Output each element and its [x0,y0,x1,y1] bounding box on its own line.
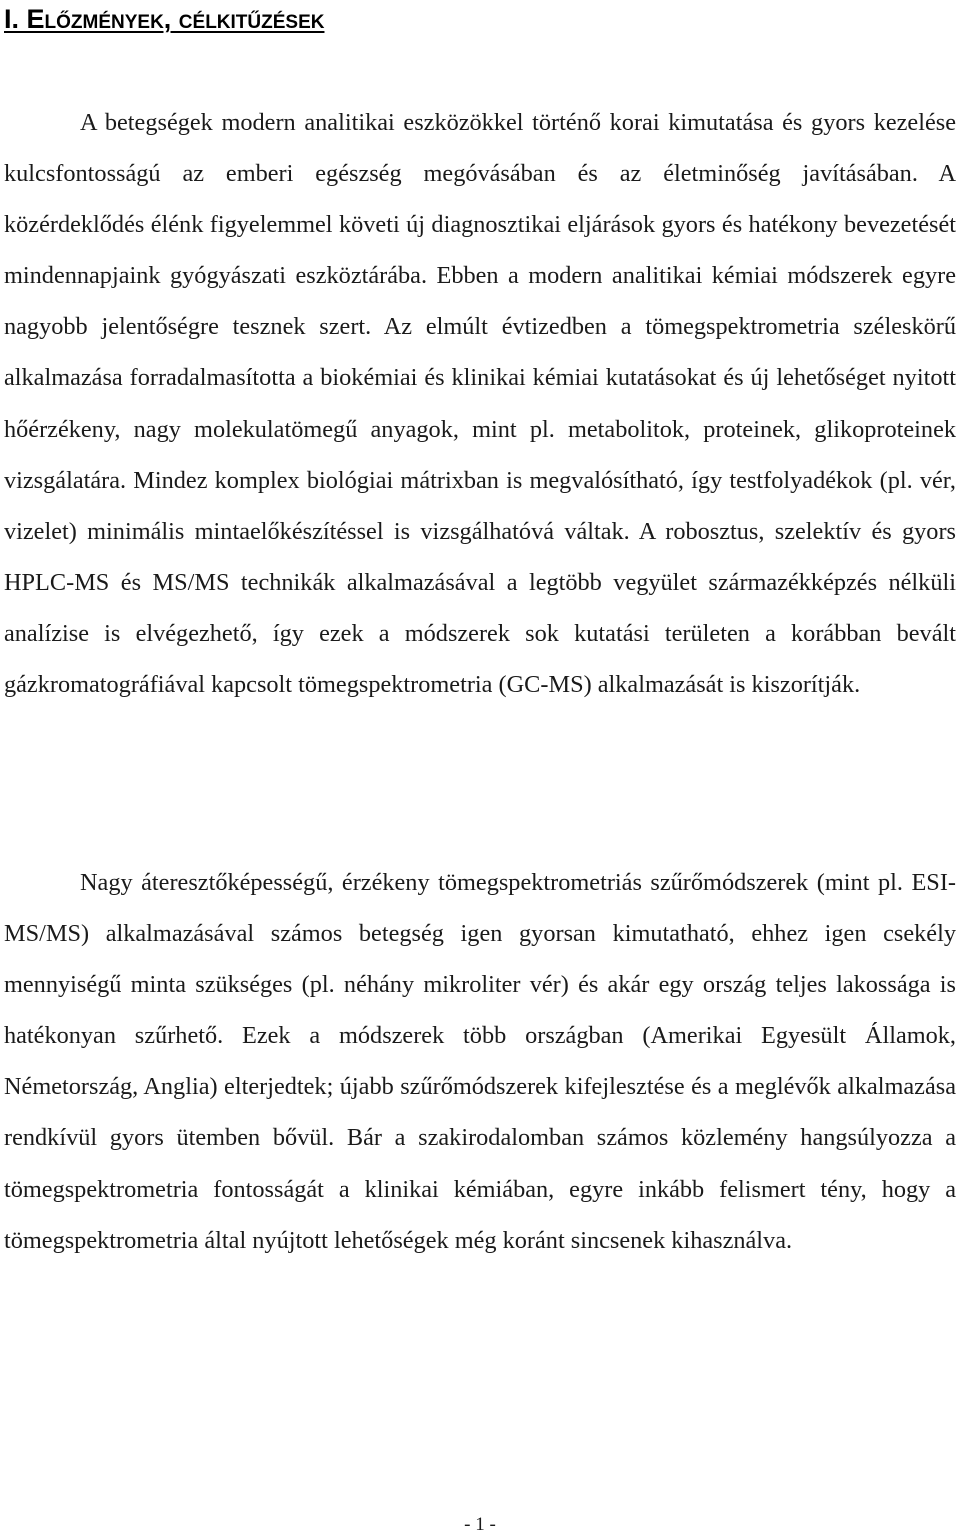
paragraph-2-block [4,857,956,1266]
paragraph-2: Nagy áteresztőképességű, érzékeny tömegspektrometriás szűrőmódszerek (mint pl. ESI-MS/MS) alkalmazásával számos betegség igen gyorsan kimutatható, ehhez igen csekély mennyiségű minta szükséges (pl. néhány mikroliter vér) és akár egy ország teljes lakossága is hatékonyan szűrhető. Ezek a módszerek több országban (Amerikai Egyesült Államok, Németország, Anglia) elterjedtek; újabb szűrőmódszerek kifejlesztése és a meglévők alkalmazása rendkívül gyors ütemben bővül. Bár a szakirodalomban számos közlemény hangsúlyozza a tömegspektrometria fontosságát a klinikai kémiában, egyre inkább felismert tény, hogy a tömegspektrometria által nyújtott lehetőségek még koránt sincsenek kihasználva. [4,869,956,1254]
paragraph-1: A betegségek modern analitikai eszközökkel történő korai kimutatása és gyors kezelése kulcsfontosságú az emberi egészség megóvásában és az életminőség javításában. A közérdeklődés élénk figyelemmel követi új diagnosztikai eljárások gyors és hatékony bevezetését mindennapjaink gyógyászati eszköztárába. Ebben a modern analitikai kémiai módszerek egyre nagyobb jelentőségre tesznek szert. Az elmúlt évtizedben a tömegspektrometria széleskörű alkalmazása forradalmasította a biokémiai és klinikai kémiai kutatásokat és új lehetőséget nyitott hőérzékeny, nagy molekulatömegű anyagok, mint pl. metabolitok, proteinek, glikoproteinek vizsgálatára. Mindez komplex biológiai mátrixban is megvalósítható, így testfolyadékok (pl. vér, vizelet) minimális mintaelőkészítéssel is vizsgálhatóvá váltak. A robosztus, szelektív és gyors HPLC-MS és MS/MS technikák alkalmazásával a legtöbb vegyület származékképzés nélküli analízise is elvégezhető, így ezek a módszerek sok kutatási területen a korábban bevált gázkromatográfiával kapcsolt tömegspektrometria (GC-MS) alkalmazását is kiszorítják. [4,109,956,699]
section-heading: I. Előzmények, célkitűzések [4,4,325,34]
paragraph-1-block [4,97,956,710]
page-number: - 1 - [464,1514,496,1535]
